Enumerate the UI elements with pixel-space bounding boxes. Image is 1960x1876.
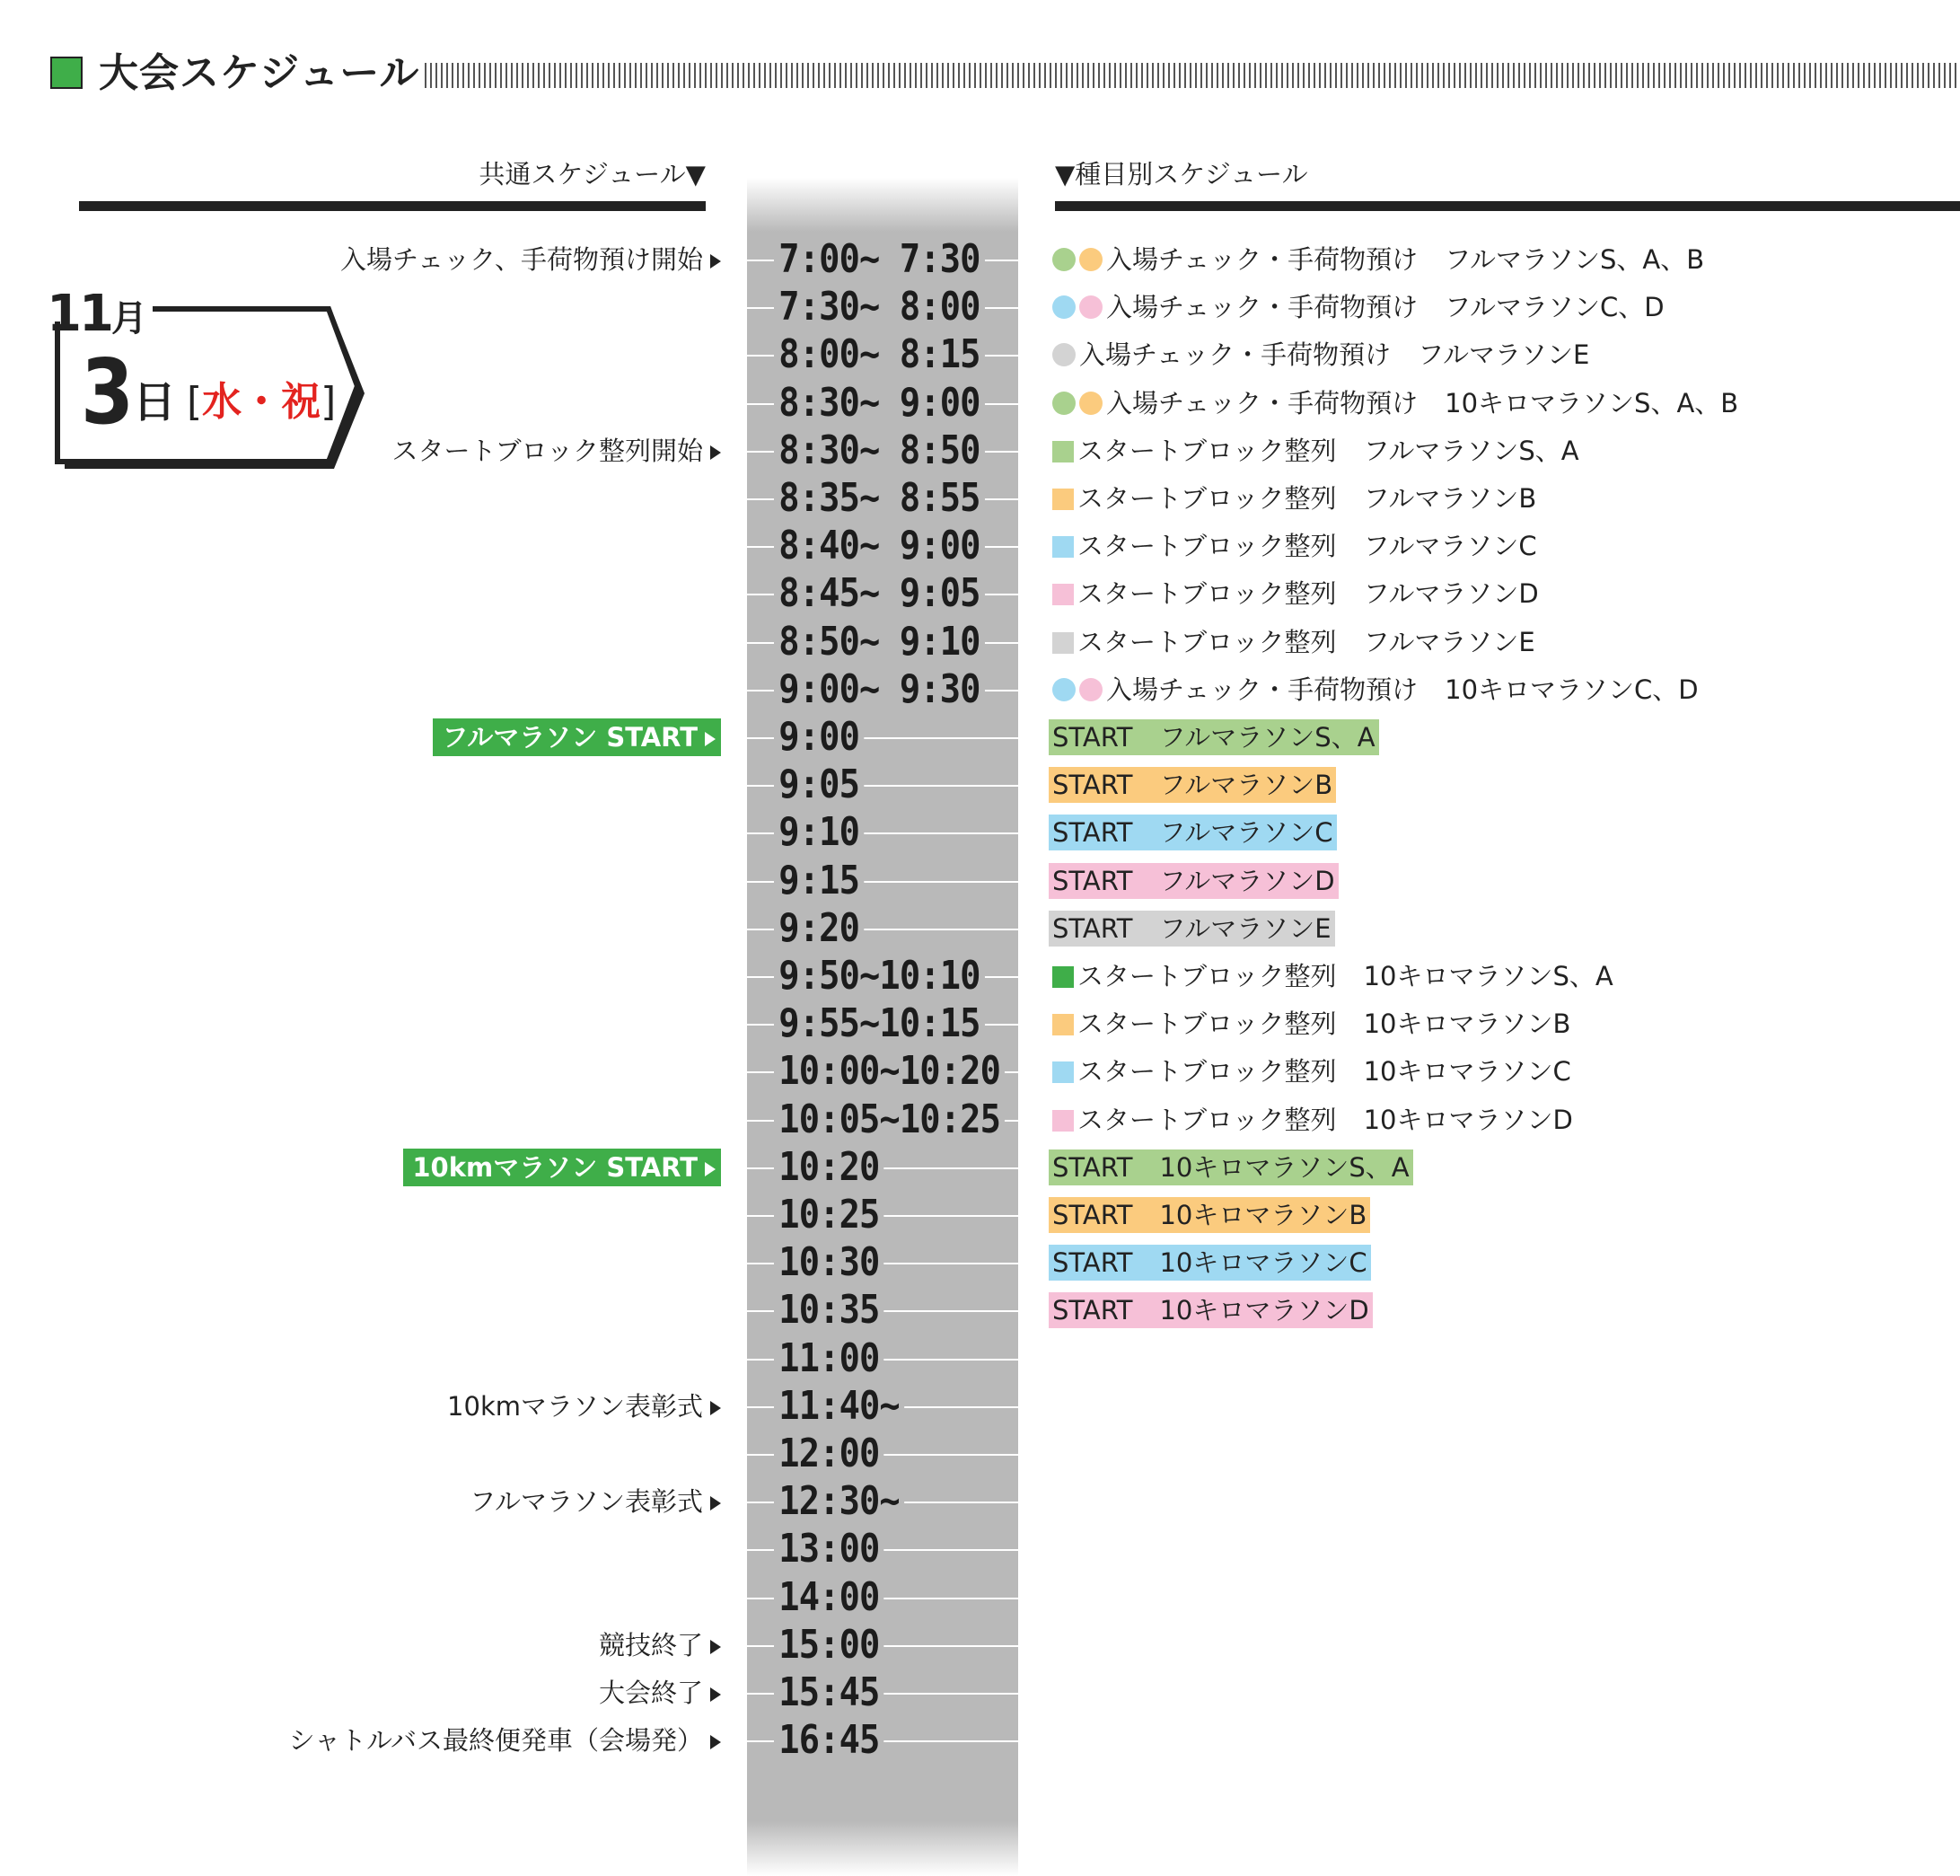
circle-marker-icon [1052,343,1076,366]
schedule-row [0,1192,1960,1238]
common-event-text: 10kmマラソン START [412,1151,698,1183]
square-marker-icon [1052,966,1074,988]
event-schedule-label [1049,1006,1574,1042]
event-name-text: フルマラソンE [1159,912,1332,944]
page-title: 大会スケジュール [99,50,420,96]
event-schedule-label [1049,528,1541,564]
common-event-label [447,1387,721,1425]
start-event-label [1049,1197,1370,1233]
circle-marker-icon [1079,295,1103,319]
start-event-label [1049,863,1339,899]
event-schedule-label [1049,1053,1575,1089]
start-event-label [1049,1245,1371,1281]
common-event-label [391,432,721,470]
date-day-unit: 日 [133,377,177,427]
time-label: 10:35 [774,1287,884,1334]
schedule-row [0,1574,1960,1621]
schedule-row [0,1622,1960,1669]
schedule-row [0,1669,1960,1716]
event-name-text: フルマラソンS、A [1363,435,1579,466]
common-event-text: 10kmマラソン表彰式 [447,1390,703,1422]
time-label: 8:00~ 8:15 [774,331,985,378]
square-marker-icon [1052,441,1074,462]
time-label: 11:00 [774,1335,884,1382]
start-event-label [1049,767,1336,803]
event-name-text: 10キロマラソンS、A [1363,961,1613,991]
event-name-text: フルマラソンC、D [1445,292,1665,323]
schedule-row [0,714,1960,761]
schedule-row [0,619,1960,665]
weekday-label: 水・祝 [202,379,321,425]
event-activity-text: 入場チェック・手荷物預け [1106,387,1419,418]
event-name-text: 10キロマラソンB [1159,1200,1367,1230]
time-label: 10:00~10:20 [774,1048,1005,1095]
event-name-text: 10キロマラソンC [1159,1247,1367,1279]
event-name-text: 10キロマラソンB [1363,1008,1571,1040]
common-event-text: スタートブロック整列開始 [391,435,703,466]
schedule-row [0,1431,1960,1477]
event-schedule-label [1049,624,1539,660]
event-name-text: フルマラソンB [1159,770,1333,801]
event-name-text: フルマラソンD [1363,578,1539,610]
common-event-text: 入場チェック、手荷物預け開始 [340,244,703,275]
time-label: 9:00 [774,714,864,761]
event-name-text: フルマラソンE [1418,339,1590,371]
event-name-text: フルマラソンE [1363,626,1535,657]
common-heading-rule [79,201,706,211]
circle-marker-icon [1052,295,1076,319]
triangle-right-icon [710,254,721,269]
start-highlight-label [403,1149,721,1186]
circle-marker-icon [1052,392,1076,415]
common-event-label [470,1483,721,1520]
event-activity-text: スタートブロック整列 [1077,961,1337,991]
time-label: 9:55~10:15 [774,1000,985,1047]
common-event-label [599,1674,721,1712]
event-schedule-label [1049,337,1593,373]
time-label: 8:40~ 9:00 [774,523,985,569]
event-activity-text: 入場チェック・手荷物預け [1106,292,1419,323]
event-schedule-label [1049,1102,1577,1138]
start-text: START [1052,1247,1133,1279]
weekday-bracket-open: [ [187,379,203,425]
time-label: 11:40~ [774,1383,904,1430]
time-label: 10:25 [774,1192,884,1238]
common-event-label [289,1722,721,1759]
time-label: 8:50~ 9:10 [774,619,985,665]
event-schedule-label [1049,433,1583,469]
event-name-text: 10キロマラソンS、A [1159,1151,1410,1183]
start-text: START [1052,1151,1133,1183]
start-event-label [1049,911,1335,947]
schedule-row [0,1097,1960,1143]
start-event-label [1049,815,1337,850]
schedule-row [0,858,1960,904]
schedule-row [0,1000,1960,1047]
time-label: 8:45~ 9:05 [774,570,985,617]
triangle-right-icon [710,445,721,460]
schedule-row [0,236,1960,283]
common-event-text: フルマラソン START [442,722,698,753]
event-schedule-label [1049,385,1742,421]
schedule-row [0,1717,1960,1764]
square-marker-icon [1052,1110,1074,1132]
time-label: 9:15 [774,858,864,904]
start-event-label [1049,719,1379,755]
event-name-text: フルマラソンS、A [1159,722,1376,753]
schedule-row [0,905,1960,952]
event-activity-text: スタートブロック整列 [1077,483,1337,514]
event-activity-text: スタートブロック整列 [1077,435,1337,466]
time-label: 9:50~10:10 [774,953,985,1000]
triangle-right-icon [705,1162,716,1176]
triangle-right-icon [710,1640,721,1654]
event-activity-text: スタートブロック整列 [1077,1104,1337,1135]
start-event-label [1049,1292,1373,1328]
common-event-label [599,1626,721,1664]
common-event-label [340,241,721,278]
square-marker-icon [1052,1014,1074,1035]
schedule-row [0,1383,1960,1430]
start-text: START [1052,1295,1133,1326]
month-unit: 月 [110,298,145,339]
triangle-right-icon [710,1687,721,1702]
circle-marker-icon [1079,678,1103,701]
event-schedule-label [1049,289,1668,325]
time-label: 12:00 [774,1431,884,1477]
schedule-row [0,1335,1960,1382]
event-schedule-label [1049,672,1702,708]
square-marker-icon [1052,1061,1074,1083]
event-activity-text: スタートブロック整列 [1077,531,1337,562]
circle-marker-icon [1052,248,1076,271]
event-activity-text: 入場チェック・手荷物預け [1106,244,1419,275]
time-label: 15:45 [774,1669,884,1716]
event-name-text: 10キロマラソンS、A、B [1445,387,1739,418]
event-schedule-label [1049,242,1708,277]
event-name-text: 10キロマラソンC [1363,1056,1571,1088]
schedule-row [0,1526,1960,1572]
date-day: 3 [81,339,131,445]
event-schedule-heading: ▼種目別スケジュール [1055,159,1308,189]
event-name-text: フルマラソンD [1159,865,1335,896]
time-label: 9:10 [774,809,864,856]
schedule-row [0,475,1960,522]
triangle-right-icon [710,1401,721,1415]
schedule-row [0,570,1960,617]
schedule-row [0,953,1960,1000]
month-number: 11 [47,285,111,343]
start-text: START [1052,817,1133,849]
event-name-text: 10キロマラソンD [1363,1104,1573,1135]
start-text: START [1052,1200,1133,1230]
event-activity-text: 入場チェック・手荷物預け [1079,339,1392,371]
event-schedule-label [1049,480,1540,516]
common-event-text: シャトルバス最終便発車（会場発） [288,1725,703,1757]
common-event-text: 競技終了 [598,1629,703,1660]
event-name-text: フルマラソンC [1159,817,1333,849]
start-text: START [1052,770,1133,801]
event-name-text: フルマラソンS、A、B [1445,244,1705,275]
time-label: 12:30~ [774,1478,904,1525]
time-label: 8:35~ 8:55 [774,475,985,522]
event-name-text: フルマラソンB [1363,483,1537,514]
schedule-row [0,1478,1960,1525]
square-marker-icon [1052,536,1074,558]
schedule-row [0,523,1960,569]
schedule-row [0,809,1960,856]
time-label: 10:30 [774,1239,884,1286]
time-label: 9:20 [774,905,864,952]
date-month [47,287,145,346]
time-label: 7:30~ 8:00 [774,284,985,330]
schedule-row [0,1239,1960,1286]
schedule-row [0,762,1960,808]
schedule-row [0,1048,1960,1095]
circle-marker-icon [1052,678,1076,701]
triangle-right-icon [705,732,716,746]
square-marker-icon [1052,584,1074,605]
square-marker-icon [1052,489,1074,510]
circle-marker-icon [1079,392,1103,415]
schedule-row [0,1144,1960,1191]
event-name-text: 10キロマラソンD [1159,1295,1369,1326]
event-schedule-label [1049,958,1617,994]
time-label: 8:30~ 9:00 [774,380,985,427]
event-name-text: 10キロマラソンC、D [1445,674,1699,705]
common-schedule-heading: 共通スケジュール▼ [479,159,706,189]
event-activity-text: スタートブロック整列 [1077,626,1337,657]
time-label: 15:00 [774,1622,884,1669]
circle-marker-icon [1079,248,1103,271]
time-label: 10:05~10:25 [774,1097,1005,1143]
time-label: 7:00~ 7:30 [774,236,985,283]
event-heading-rule [1055,201,1960,211]
date-weekday [187,375,336,429]
event-activity-text: スタートブロック整列 [1077,1056,1337,1088]
square-marker-icon [1052,632,1074,654]
event-schedule-label [1049,576,1543,612]
start-text: START [1052,912,1133,944]
triangle-right-icon [710,1496,721,1510]
start-text: START [1052,722,1133,753]
time-label: 14:00 [774,1574,884,1621]
time-label: 10:20 [774,1144,884,1191]
start-event-label [1049,1149,1413,1185]
time-label: 9:00~ 9:30 [774,666,985,713]
common-event-text: 大会終了 [598,1678,703,1708]
time-label: 13:00 [774,1526,884,1572]
event-activity-text: 入場チェック・手荷物預け [1106,674,1419,705]
weekday-bracket-close: ] [321,379,337,425]
common-event-text: フルマラソン表彰式 [470,1486,703,1518]
event-activity-text: スタートブロック整列 [1077,1008,1337,1040]
event-activity-text: スタートブロック整列 [1077,578,1337,610]
schedule-row [0,1287,1960,1334]
title-square-icon [50,57,83,89]
triangle-right-icon [710,1735,721,1749]
event-name-text: フルマラソンC [1363,531,1537,562]
start-highlight-label [433,718,721,756]
schedule-row [0,666,1960,713]
time-label: 16:45 [774,1717,884,1764]
time-label: 8:30~ 8:50 [774,427,985,474]
date-badge [45,286,377,474]
title-rule [425,63,1960,88]
time-label: 9:05 [774,762,864,808]
start-text: START [1052,865,1133,896]
